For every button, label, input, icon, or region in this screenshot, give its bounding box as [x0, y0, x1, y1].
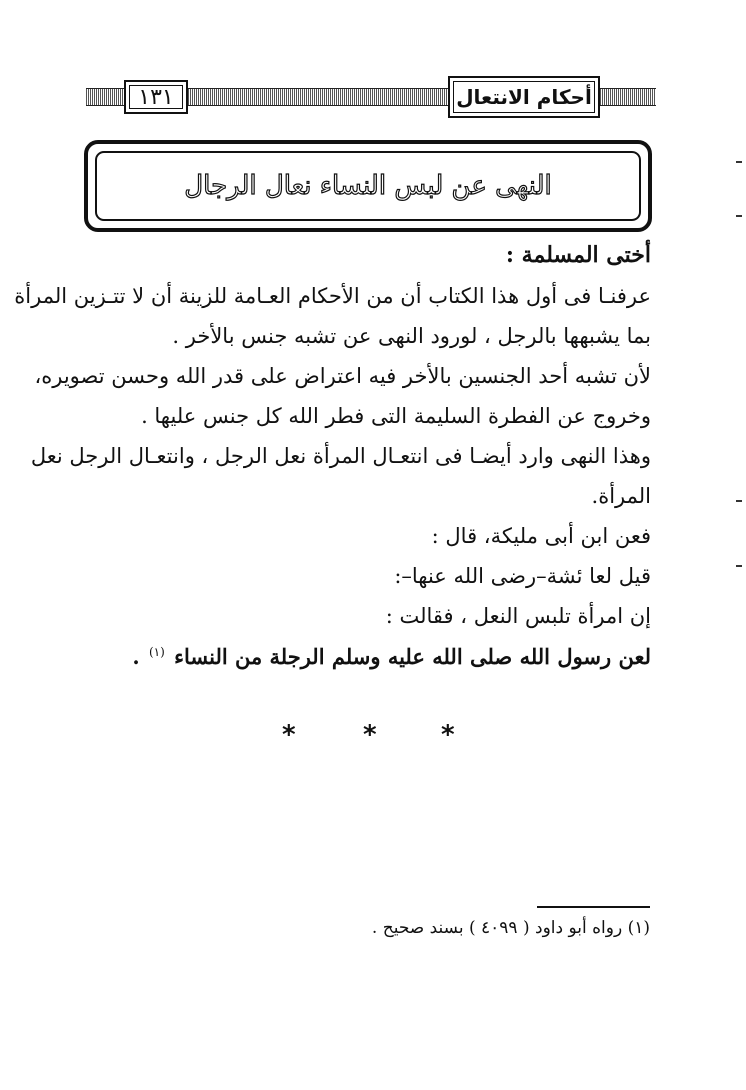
hadith-line — [132, 646, 651, 667]
running-title-box — [448, 76, 600, 118]
section-separator — [0, 720, 746, 750]
paragraph-line: عرفنـا فى أول هذا الكتاب أن من الأحكام العـامة للزينة أن لا تتـزين المرأة — [14, 284, 651, 308]
scan-mark — [736, 161, 742, 163]
hadith-text: لعن رسول الله صلى الله عليه وسلم الرجلة من النساء — [174, 644, 651, 669]
scan-mark — [736, 500, 742, 502]
header-rule-right — [598, 88, 656, 106]
hadith-end: . — [132, 644, 140, 669]
hadith-line: إن امرأة تلبس النعل ، فقالت : — [385, 604, 651, 628]
separator-star: * — [441, 720, 455, 750]
scan-mark — [736, 215, 742, 217]
paragraph-line: المرأة. — [591, 484, 651, 508]
paragraph-line: وخروج عن الفطرة السليمة التى فطر الله كل جنس عليها . — [141, 404, 651, 428]
header-rule-middle — [186, 88, 450, 106]
hadith-line: فعن ابن أبى مليكة، قال : — [431, 524, 651, 548]
footnote-rule — [537, 906, 650, 908]
paragraph-line: وهذا النهى وارد أيضـا فى انتعـال المرأة نعل الرجل ، وانتعـال الرجل نعل — [30, 444, 651, 468]
paragraph-line: لأن تشبه أحد الجنسين بالأخر فيه اعتراض على قدر الله وحسن تصويره، — [34, 364, 651, 388]
separator-star: * — [282, 720, 296, 750]
page-number: ١٣١ — [138, 84, 174, 110]
paragraph-line: بما يشبهها بالرجل ، لورود النهى عن تشبه جنس بالأخر . — [172, 324, 651, 348]
chapter-title-frame — [84, 140, 652, 232]
hadith-line: قيل لعا ئشة–رضى الله عنها–: — [394, 564, 651, 588]
footnote-reference: (١) — [148, 645, 165, 659]
running-title: أحكام الانتعال — [456, 85, 592, 109]
footnote: (١) رواه أبو داود ( ٤٠٩٩ ) بسند صحيح . — [371, 918, 650, 938]
header-rule-left — [86, 88, 126, 106]
scan-mark — [736, 565, 742, 567]
section-heading: أختى المسلمة : — [505, 242, 651, 268]
page-number-box — [124, 80, 188, 114]
chapter-title: النهى عن لبس النساء نعال الرجال — [184, 171, 552, 201]
separator-star: * — [363, 720, 377, 750]
